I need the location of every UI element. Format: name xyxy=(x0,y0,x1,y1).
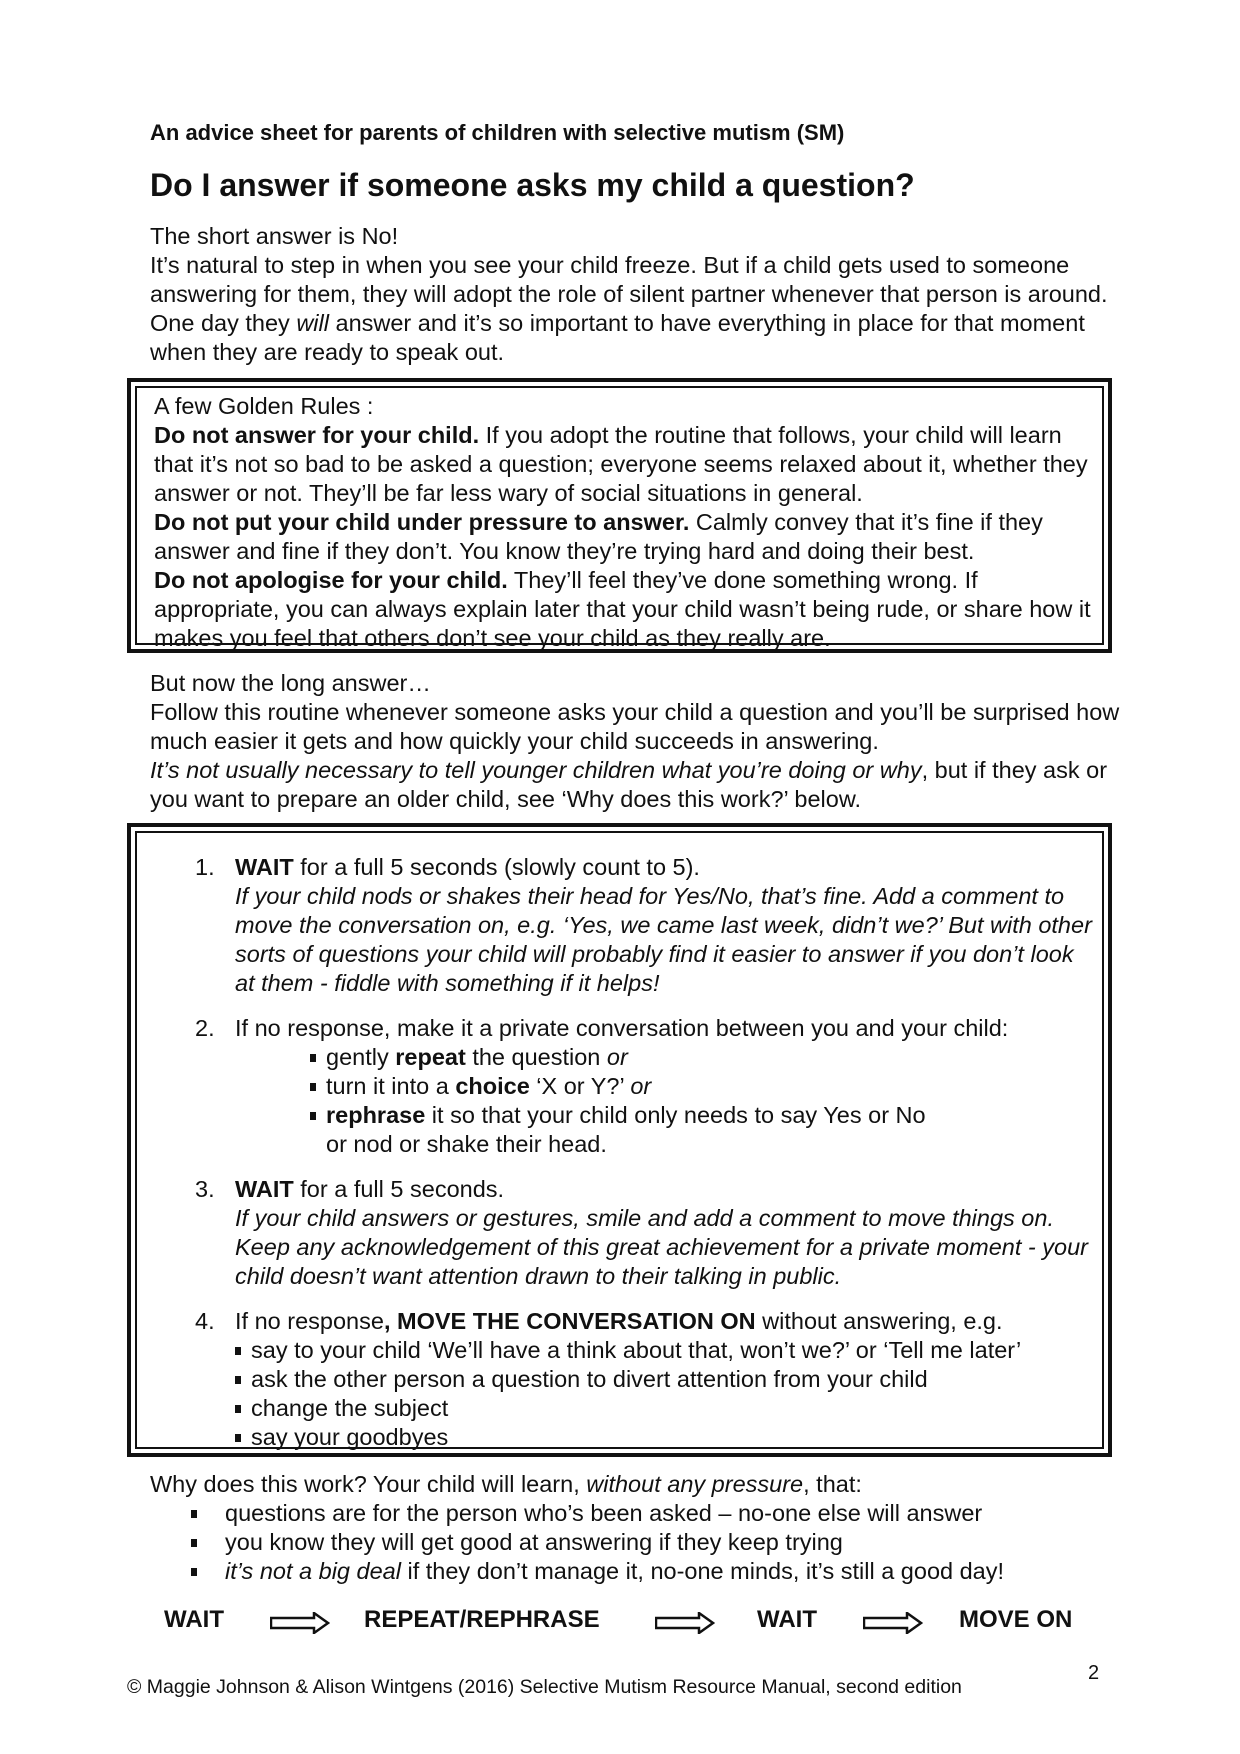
bullet-square-icon xyxy=(191,1568,197,1576)
long-answer-paragraph: Follow this routine whenever someone asks your child a question and you’ll be surprised how much easier it gets and how quickly your child succeeds in answering. xyxy=(150,699,1120,754)
routine-flow xyxy=(0,1606,1240,1646)
step-option: ask the other person a question to divert attention from your child xyxy=(235,1365,1097,1394)
step-option: say your goodbyes xyxy=(235,1423,1097,1452)
flow-step-repeat-rephrase: REPEAT/REPHRASE xyxy=(364,1606,600,1633)
bullet-square-icon xyxy=(310,1054,316,1062)
bullet-square-icon xyxy=(235,1405,241,1413)
step-note: If your child nods or shakes their head for Yes/No, that’s fine. Add a comment to move the conversation on, e.g. ‘Yes, we came last week, didn’t we?’ But with other sorts of questions your child will probably find it easier to answer if you don’t look at them - fiddle with something if it helps! xyxy=(235,883,1092,996)
step-options-list xyxy=(235,1043,1097,1159)
copyright-footer: © Maggie Johnson & Alison Wintgens (2016) Selective Mutism Resource Manual, second edition xyxy=(127,1676,962,1698)
step-option: gently repeat the question or xyxy=(310,1043,1097,1072)
step-option: say to your child ‘We’ll have a think about that, won’t we?’ or ‘Tell me later’ xyxy=(235,1336,1097,1365)
step-number: 2. xyxy=(195,1015,215,1041)
routine-steps-list xyxy=(137,853,1097,1468)
step-options-list xyxy=(235,1336,1097,1452)
bullet-square-icon xyxy=(235,1434,241,1442)
long-answer-note: It’s not usually necessary to tell younger children what you’re doing or why, but if they ask or you want to prepare an older child, see ‘Why does this work?’ below. xyxy=(150,757,1108,812)
step-option: rephrase it so that your child only needs to say Yes or No xyxy=(310,1101,1097,1130)
golden-rule: Do not put your child under pressure to answer. Calmly convey that it’s fine if they answer and fine if they don’t. You know they’re trying hard and doing their best. xyxy=(154,509,1043,564)
step-option-continuation: or nod or shake their head. xyxy=(326,1131,607,1157)
step-number: 4. xyxy=(195,1308,215,1334)
flow-step-wait: WAIT xyxy=(757,1606,817,1633)
document-subtitle: An advice sheet for parents of children with selective mutism (SM) xyxy=(150,120,845,145)
step-number: 3. xyxy=(195,1176,215,1202)
why-list xyxy=(150,1499,1130,1586)
golden-rule: Do not apologise for your child. They’ll feel they’ve done something wrong. If appropriate, you can always explain later that your child wasn’t being rude, or share how it makes you feel that others don’t see your child as they really are. xyxy=(154,567,1091,651)
document-title: Do I answer if someone asks my child a question? xyxy=(150,167,915,203)
routine-step-2: 2. If no response, make it a private conversation between you and your child: gently repeat the question or turn it into a choice ‘X or Y?’ or rephrase it so that your child only needs to say Yes or No or nod or shake their head. xyxy=(137,1014,1097,1159)
long-answer-section xyxy=(150,669,1130,814)
routine-steps-box xyxy=(127,823,1112,1457)
step-note: If your child answers or gestures, smile and add a comment to move things on. Keep any acknowledgement of this great achievement for a private moment - your child doesn’t want attention drawn to their talking in public. xyxy=(235,1205,1088,1289)
hollow-right-arrow-icon xyxy=(863,1612,923,1634)
golden-rules-heading: A few Golden Rules : xyxy=(154,393,374,419)
flow-step-wait: WAIT xyxy=(164,1606,224,1633)
step-number: 1. xyxy=(195,854,215,880)
why-item: it’s not a big deal if they don’t manage it, no-one minds, it’s still a good day! xyxy=(150,1557,1130,1586)
routine-step-1: 1. WAIT for a full 5 seconds (slowly count to 5). If your child nods or shakes their head for Yes/No, that’s fine. Add a comment to move the conversation on, e.g. ‘Yes, we came last week, didn’t we?’ But with other sorts of questions your child will probably find it easier to answer if you don’t look at them - fiddle with something if it helps! xyxy=(137,853,1097,998)
why-item: you know they will get good at answering if they keep trying xyxy=(150,1528,1130,1557)
step-option: turn it into a choice ‘X or Y?’ or xyxy=(310,1072,1097,1101)
short-answer: The short answer is No! xyxy=(150,223,399,249)
bullet-square-icon xyxy=(235,1376,241,1384)
hollow-right-arrow-icon xyxy=(270,1612,330,1634)
flow-step-move-on: MOVE ON xyxy=(959,1606,1073,1633)
intro-paragraph: It’s natural to step in when you see your child freeze. But if a child gets used to someone answering for them, they will adopt the role of silent partner whenever that person is around. One day they will answer and it’s so important to have everything in place for that moment when they are ready to speak out. xyxy=(150,252,1108,365)
golden-rules-inner-border xyxy=(135,386,1104,651)
routine-step-3: 3. WAIT for a full 5 seconds. If your child answers or gestures, smile and add a comment to move things on. Keep any acknowledgement of this great achievement for a private moment - your child doesn’t want attention drawn to their talking in public. xyxy=(137,1175,1097,1291)
why-item: questions are for the person who’s been asked – no-one else will answer xyxy=(150,1499,1130,1528)
bullet-square-icon xyxy=(310,1112,316,1120)
routine-step-4: 4. If no response, MOVE THE CONVERSATION ON without answering, e.g. say to your child ‘We’ll have a think about that, won’t we?’ or ‘Tell me later’ ask the other person a question to divert attention from your child change the subject say your goodbyes xyxy=(137,1307,1097,1452)
step-option: change the subject xyxy=(235,1394,1097,1423)
page-number: 2 xyxy=(1088,1662,1100,1684)
golden-rule: Do not answer for your child. If you adopt the routine that follows, your child will learn that it’s not so bad to be asked a question; everyone seems relaxed about it, whether they answer or not. They’ll be far less wary of social situations in general. xyxy=(154,422,1088,506)
routine-steps-inner-border xyxy=(135,831,1104,1449)
bullet-square-icon xyxy=(235,1347,241,1355)
golden-rules-content xyxy=(154,392,1104,653)
intro-section xyxy=(150,222,1110,367)
long-answer-heading: But now the long answer… xyxy=(150,670,431,696)
bullet-square-icon xyxy=(191,1539,197,1547)
why-heading: Why does this work? Your child will learn, without any pressure, that: xyxy=(150,1471,862,1497)
bullet-square-icon xyxy=(191,1510,197,1518)
golden-rules-box xyxy=(127,378,1112,653)
bullet-square-icon xyxy=(310,1083,316,1091)
hollow-right-arrow-icon xyxy=(655,1612,715,1634)
